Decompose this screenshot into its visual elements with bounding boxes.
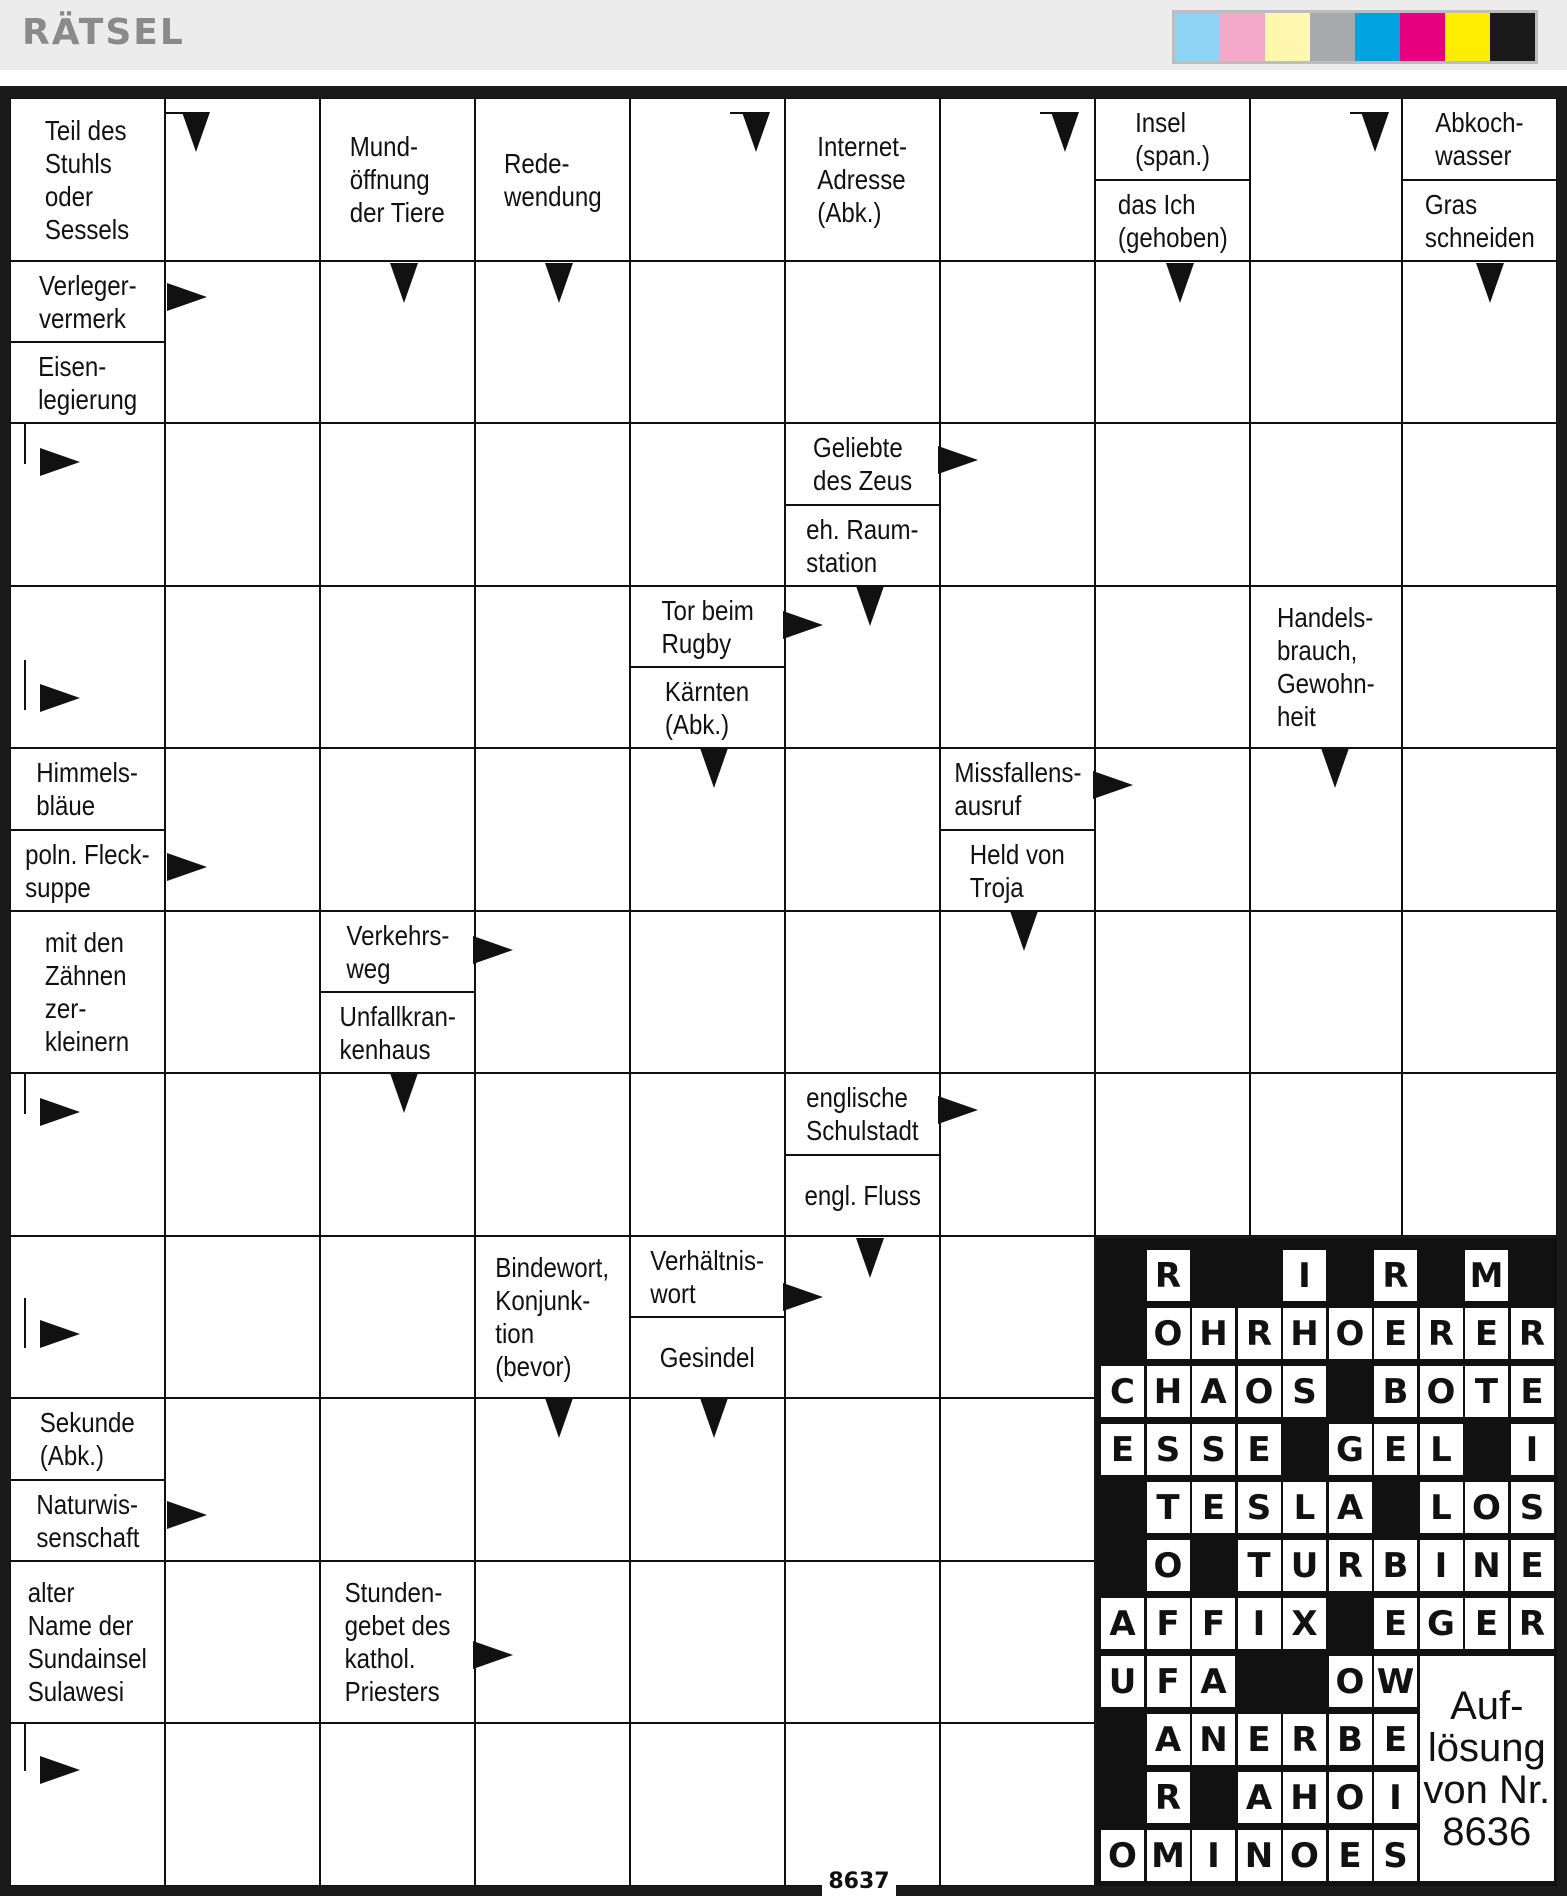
- answer-cell[interactable]: [1402, 911, 1557, 1073]
- arrow-down-icon: [1321, 748, 1349, 788]
- arrow-down-icon: [545, 1398, 573, 1438]
- clue-das-ich: [1095, 180, 1250, 261]
- answer-cell[interactable]: [785, 1723, 940, 1886]
- solution-letter: R: [1329, 1540, 1372, 1591]
- answer-cell[interactable]: [165, 423, 320, 586]
- clue-text: Sekunde (Abk.): [39, 1407, 136, 1471]
- solution-letter: A: [1238, 1772, 1281, 1823]
- arrow-right-icon: [40, 1320, 80, 1348]
- clue-verhaeltniswort: [630, 1236, 785, 1317]
- arrow-right-icon: [40, 1098, 80, 1126]
- clue-text: englische Schulstadt: [806, 1082, 919, 1146]
- answer-cell[interactable]: [785, 1561, 940, 1723]
- clue-insel-span: [1095, 98, 1250, 180]
- arrow-down-icon: [742, 112, 770, 152]
- solution-letter: E: [1374, 1308, 1417, 1359]
- clue-text: Gras schneiden: [1424, 188, 1535, 253]
- solution-letter: L: [1420, 1482, 1463, 1533]
- clue-text: Rede- wendung: [503, 147, 602, 212]
- solution-letter: A: [1192, 1656, 1235, 1707]
- solution-letter: S: [1238, 1482, 1281, 1533]
- answer-cell[interactable]: [165, 1723, 320, 1886]
- answer-cell[interactable]: [165, 911, 320, 1073]
- color-swatch: [1400, 13, 1445, 61]
- solution-letter: E: [1238, 1424, 1281, 1475]
- answer-cell[interactable]: [320, 1723, 475, 1886]
- solution-letter: B: [1329, 1714, 1372, 1765]
- answer-cell[interactable]: [320, 423, 475, 586]
- clue-text: Held von Troja: [969, 838, 1066, 903]
- solution-letter: O: [1329, 1772, 1372, 1823]
- clue-kaernten: [630, 667, 785, 748]
- solution-letter: U: [1101, 1656, 1144, 1707]
- arrow-down-icon: [545, 263, 573, 303]
- solution-letter: S: [1511, 1482, 1554, 1533]
- clue-text: Himmels- bläue: [36, 757, 139, 821]
- answer-cell[interactable]: [630, 911, 785, 1073]
- answer-cell[interactable]: [1250, 911, 1402, 1073]
- solution-letter: L: [1283, 1482, 1326, 1533]
- clue-unfallkrankenhaus: [320, 992, 475, 1073]
- answer-cell[interactable]: [940, 1236, 1095, 1398]
- clue-verkehrsweg: [320, 911, 475, 992]
- solution-letter: E: [1101, 1424, 1144, 1475]
- answer-cell[interactable]: [940, 1723, 1095, 1886]
- puzzle-number: 8637: [822, 1868, 896, 1896]
- arrow-stem: [24, 1074, 26, 1114]
- arrow-stem: [24, 1298, 26, 1348]
- arrow-stem: [760, 112, 762, 132]
- solution-letter: C: [1101, 1366, 1144, 1417]
- answer-cell[interactable]: [1402, 1073, 1557, 1236]
- answer-cell[interactable]: [785, 911, 940, 1073]
- arrow-right-icon: [40, 448, 80, 476]
- arrow-stem: [1350, 112, 1380, 114]
- clue-text: Mund- öffnung der Tiere: [349, 131, 446, 228]
- answer-cell[interactable]: [1095, 1073, 1250, 1236]
- solution-letter: R: [1420, 1308, 1463, 1359]
- answer-cell[interactable]: [940, 1561, 1095, 1723]
- clue-fleck-suppe: [10, 830, 165, 911]
- arrow-stem: [24, 1723, 26, 1771]
- solution-letter: N: [1238, 1830, 1281, 1881]
- clue-geliebte-des-zeus: [785, 423, 940, 505]
- solution-letter: O: [1329, 1656, 1372, 1707]
- solution-letter: F: [1192, 1598, 1235, 1649]
- solution-letter: T: [1147, 1482, 1190, 1533]
- solution-letter: H: [1192, 1308, 1235, 1359]
- arrow-right-icon: [783, 611, 823, 639]
- clue-text: Internet- Adresse (Abk.): [817, 131, 908, 228]
- clue-text: poln. Fleck- suppe: [25, 838, 150, 903]
- clue-abkochwasser: [1402, 98, 1557, 180]
- clue-stundengebet: [320, 1561, 475, 1723]
- answer-cell[interactable]: [1095, 586, 1250, 748]
- solution-letter: F: [1147, 1598, 1190, 1649]
- clue-naturwissenschaft: [10, 1480, 165, 1561]
- arrow-down-icon: [700, 1398, 728, 1438]
- clue-missfallensausruf: [940, 748, 1095, 830]
- clue-himmelsblaeue: [10, 748, 165, 830]
- arrow-right-icon: [40, 1756, 80, 1784]
- answer-cell[interactable]: [630, 261, 785, 423]
- arrow-stem: [1040, 112, 1070, 114]
- print-color-bar: [1172, 10, 1538, 64]
- answer-cell[interactable]: [1402, 423, 1557, 586]
- answer-cell[interactable]: [785, 748, 940, 911]
- answer-cell[interactable]: [10, 1073, 165, 1236]
- clue-text: engl. Fluss: [804, 1180, 921, 1211]
- answer-cell[interactable]: [940, 261, 1095, 423]
- solution-letter: E: [1511, 1366, 1554, 1417]
- solution-letter: G: [1329, 1424, 1372, 1475]
- color-swatch: [1490, 13, 1535, 61]
- solution-letter: E: [1374, 1424, 1417, 1475]
- solution-letter: I: [1238, 1598, 1281, 1649]
- solution-caption: Auf- lösung von Nr. 8636: [1420, 1656, 1555, 1881]
- answer-cell[interactable]: [1095, 911, 1250, 1073]
- clue-eisenlegierung: [10, 342, 165, 423]
- solution-letter: B: [1374, 1366, 1417, 1417]
- solution-letter: I: [1420, 1540, 1463, 1591]
- arrow-right-icon: [473, 936, 513, 964]
- arrow-down-icon: [700, 748, 728, 788]
- answer-cell[interactable]: [630, 1561, 785, 1723]
- solution-letter: I: [1192, 1830, 1235, 1881]
- clue-text: Kärnten (Abk.): [665, 675, 750, 740]
- clue-mit-den-zaehnen: [10, 911, 165, 1073]
- arrow-right-icon: [167, 853, 207, 881]
- solution-letter: A: [1147, 1714, 1190, 1765]
- solution-letter: R: [1511, 1598, 1554, 1649]
- arrow-stem: [24, 660, 26, 710]
- clue-text: Teil des Stuhls oder Sessels: [45, 114, 130, 245]
- solution-letter: S: [1192, 1424, 1235, 1475]
- clue-text: Verkehrs- weg: [345, 919, 450, 984]
- solution-letter: U: [1283, 1540, 1326, 1591]
- answer-cell[interactable]: [320, 748, 475, 911]
- solution-letter: S: [1147, 1424, 1190, 1475]
- solution-letter: R: [1511, 1308, 1554, 1359]
- arrow-down-icon: [1476, 263, 1504, 303]
- answer-cell[interactable]: [320, 1236, 475, 1398]
- arrow-down-icon: [856, 1238, 884, 1278]
- answer-cell[interactable]: [1402, 586, 1557, 748]
- clue-held-von-troja: [940, 830, 1095, 911]
- previous-solution: [1096, 1238, 1557, 1886]
- solution-letter: O: [1283, 1830, 1326, 1881]
- clue-text: Handels- brauch, Gewohn- heit: [1277, 602, 1375, 732]
- clue-tor-beim-rugby: [630, 586, 785, 667]
- solution-letter: E: [1465, 1308, 1508, 1359]
- answer-cell[interactable]: [630, 1723, 785, 1886]
- clue-raumstation: [785, 505, 940, 586]
- answer-cell[interactable]: [1250, 1073, 1402, 1236]
- answer-cell[interactable]: [10, 586, 165, 748]
- answer-cell[interactable]: [1095, 423, 1250, 586]
- solution-letter: T: [1465, 1366, 1508, 1417]
- solution-letter: E: [1192, 1482, 1235, 1533]
- clue-text: Unfallkran- kenhaus: [339, 1000, 456, 1065]
- color-swatch: [1175, 13, 1220, 61]
- clue-handelsbrauch: [1250, 586, 1402, 748]
- solution-letter: A: [1192, 1366, 1235, 1417]
- answer-cell[interactable]: [940, 1398, 1095, 1561]
- solution-letter: L: [1420, 1424, 1463, 1475]
- answer-cell[interactable]: [165, 748, 320, 911]
- solution-letter: O: [1101, 1830, 1144, 1881]
- arrow-right-icon: [167, 283, 207, 311]
- answer-cell[interactable]: [1250, 261, 1402, 423]
- solution-letter: A: [1329, 1482, 1372, 1533]
- clue-text: Tor beim Rugby: [661, 594, 754, 659]
- answer-cell[interactable]: [165, 1236, 320, 1398]
- solution-letter: O: [1329, 1308, 1372, 1359]
- color-swatch: [1355, 13, 1400, 61]
- solution-letter: H: [1283, 1308, 1326, 1359]
- solution-letter: O: [1420, 1366, 1463, 1417]
- answer-cell[interactable]: [475, 748, 630, 911]
- solution-letter: E: [1329, 1830, 1372, 1881]
- arrow-down-icon: [1051, 112, 1079, 152]
- clue-verlegervermerk: [10, 261, 165, 342]
- solution-letter: M: [1147, 1830, 1190, 1881]
- clue-teil-des-stuhls: [10, 98, 165, 261]
- arrow-stem: [24, 424, 26, 464]
- clue-text: Abkoch- wasser: [1435, 107, 1524, 171]
- clue-text: Naturwis- senschaft: [35, 1488, 140, 1553]
- clue-text: Verleger- vermerk: [38, 269, 137, 334]
- arrow-stem: [165, 112, 195, 114]
- clue-gesindel: [630, 1317, 785, 1398]
- color-swatch: [1445, 13, 1490, 61]
- clue-engl-fluss: [785, 1155, 940, 1236]
- answer-cell[interactable]: [10, 1723, 165, 1886]
- answer-cell[interactable]: [165, 586, 320, 748]
- solution-letter: S: [1283, 1366, 1326, 1417]
- clue-gras-schneiden: [1402, 180, 1557, 261]
- solution-letter: R: [1147, 1772, 1190, 1823]
- arrow-stem: [195, 112, 197, 132]
- arrow-down-icon: [1361, 112, 1389, 152]
- clue-bindewort: [475, 1236, 630, 1398]
- arrow-right-icon: [1093, 771, 1133, 799]
- arrow-right-icon: [167, 1501, 207, 1529]
- solution-letter: I: [1283, 1250, 1326, 1301]
- arrow-stem: [730, 112, 760, 114]
- answer-cell[interactable]: [10, 1236, 165, 1398]
- clue-mundoeffnung: [320, 98, 475, 261]
- solution-letter: F: [1147, 1656, 1190, 1707]
- solution-letter: E: [1374, 1714, 1417, 1765]
- clue-sekunde: [10, 1398, 165, 1480]
- arrow-right-icon: [473, 1641, 513, 1669]
- solution-letter: R: [1283, 1714, 1326, 1765]
- clue-redewendung: [475, 98, 630, 261]
- solution-letter: O: [1465, 1482, 1508, 1533]
- solution-letter: E: [1465, 1598, 1508, 1649]
- clue-text: Gesindel: [659, 1342, 756, 1373]
- solution-letter: E: [1238, 1714, 1281, 1765]
- answer-cell[interactable]: [320, 1398, 475, 1561]
- answer-cell[interactable]: [475, 1723, 630, 1886]
- solution-letter: H: [1147, 1366, 1190, 1417]
- color-swatch: [1310, 13, 1355, 61]
- clue-text: Stunden- gebet des kathol. Priesters: [344, 1577, 451, 1707]
- arrow-right-icon: [40, 684, 80, 712]
- answer-cell[interactable]: [630, 423, 785, 586]
- answer-cell[interactable]: [940, 586, 1095, 748]
- solution-letter: I: [1511, 1424, 1554, 1475]
- clue-text: alter Name der Sundainsel Sulawesi: [27, 1577, 148, 1707]
- answer-cell[interactable]: [10, 423, 165, 586]
- solution-letter: M: [1465, 1250, 1508, 1301]
- answer-cell[interactable]: [785, 1398, 940, 1561]
- clue-text: das Ich (gehoben): [1117, 188, 1228, 253]
- answer-cell[interactable]: [1402, 748, 1557, 911]
- answer-cell[interactable]: [165, 1398, 320, 1561]
- arrow-down-icon: [856, 586, 884, 626]
- solution-letter: S: [1374, 1830, 1417, 1881]
- answer-cell[interactable]: [165, 1073, 320, 1236]
- solution-letter: G: [1420, 1598, 1463, 1649]
- solution-letter: T: [1238, 1540, 1281, 1591]
- solution-letter: N: [1192, 1714, 1235, 1765]
- arrow-down-icon: [390, 1073, 418, 1113]
- answer-cell[interactable]: [1250, 423, 1402, 586]
- solution-letter: B: [1374, 1540, 1417, 1591]
- header-bar: [0, 0, 1567, 70]
- arrow-down-icon: [1010, 911, 1038, 951]
- answer-cell[interactable]: [475, 1073, 630, 1236]
- solution-letter: R: [1238, 1308, 1281, 1359]
- arrow-right-icon: [938, 446, 978, 474]
- answer-cell[interactable]: [165, 1561, 320, 1723]
- page-title: RÄTSEL: [22, 12, 185, 53]
- solution-letter: W: [1374, 1656, 1417, 1707]
- color-swatch: [1220, 13, 1265, 61]
- answer-cell[interactable]: [630, 1073, 785, 1236]
- solution-letter: N: [1465, 1540, 1508, 1591]
- answer-cell[interactable]: [320, 586, 475, 748]
- clue-text: eh. Raum- station: [806, 513, 919, 578]
- clue-text: Bindewort, Konjunk- tion (bevor): [495, 1252, 610, 1382]
- clue-englische-schulstadt: [785, 1073, 940, 1155]
- arrow-stem: [1380, 112, 1382, 132]
- color-swatch: [1265, 13, 1310, 61]
- solution-letter: E: [1374, 1598, 1417, 1649]
- arrow-down-icon: [1166, 263, 1194, 303]
- answer-cell[interactable]: [475, 423, 630, 586]
- solution-letter: O: [1147, 1540, 1190, 1591]
- solution-letter: O: [1238, 1366, 1281, 1417]
- solution-letter: E: [1511, 1540, 1554, 1591]
- solution-letter: H: [1283, 1772, 1326, 1823]
- solution-letter: X: [1283, 1598, 1326, 1649]
- clue-text: Missfallens- ausruf: [953, 757, 1082, 821]
- solution-letter: R: [1374, 1250, 1417, 1301]
- solution-letter: I: [1374, 1772, 1417, 1823]
- arrow-right-icon: [938, 1096, 978, 1124]
- clue-alter-name-sulawesi: [10, 1561, 165, 1723]
- clue-text: mit den Zähnen zer- kleinern: [45, 927, 130, 1057]
- arrow-stem: [1070, 112, 1072, 132]
- clue-text: Eisen- legierung: [37, 350, 138, 415]
- clue-internet-adresse: [785, 98, 940, 261]
- answer-cell[interactable]: [785, 261, 940, 423]
- solution-letter: O: [1147, 1308, 1190, 1359]
- arrow-down-icon: [390, 263, 418, 303]
- answer-cell[interactable]: [475, 586, 630, 748]
- clue-text: Insel (span.): [1135, 107, 1210, 171]
- clue-text: Geliebte des Zeus: [812, 432, 913, 496]
- solution-letter: A: [1101, 1598, 1144, 1649]
- clue-text: Verhältnis- wort: [650, 1244, 765, 1309]
- solution-letter: R: [1147, 1250, 1190, 1301]
- arrow-right-icon: [783, 1283, 823, 1311]
